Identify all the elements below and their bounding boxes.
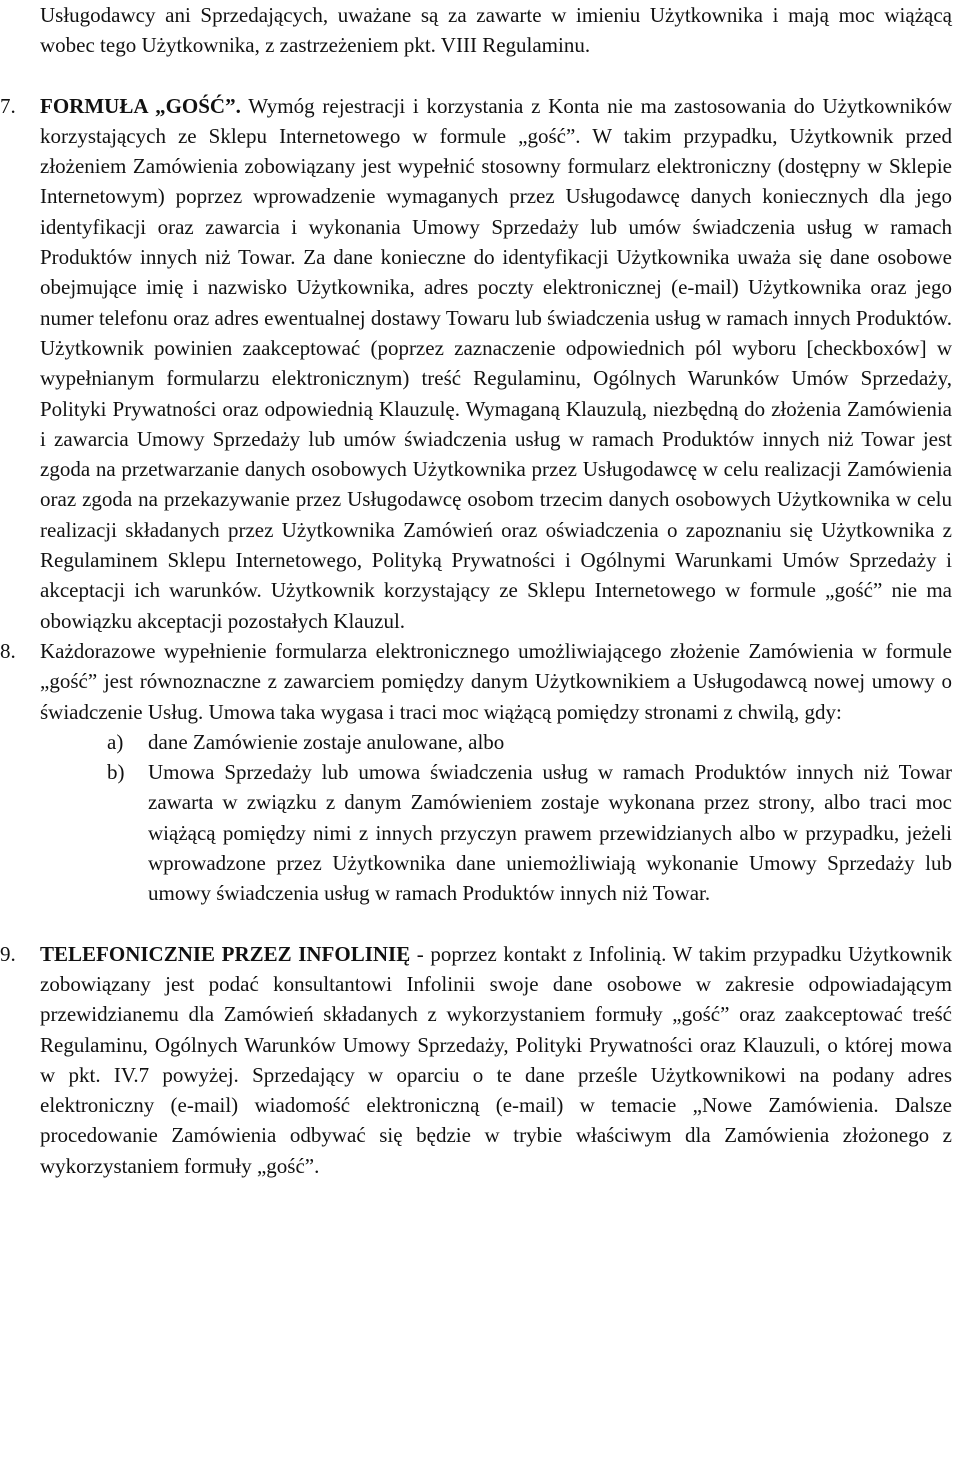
subitem-a bbox=[0, 727, 952, 757]
item-number: 8. bbox=[0, 638, 16, 663]
subitem-b bbox=[0, 757, 952, 908]
item-text: - poprzez kontakt z Infolinią. W takim przypadku Użytkownik zobowiązany jest podać konsultantowi Infolinii swoje dane osobowe w zakresie odpowiadającym przewidzianemu dla Zamówień składanych z wykorzystaniem formuły „gość” oraz zaakceptować treść Regulaminu, Ogólnych Warunków Umowy Sprzedaży, Polityki Prywatności oraz Klauzuli, o której mowa w pkt. IV.7 powyżej. Sprzedający w oparciu o te dane prześle Użytkownikowi na podany adres elektroniczny (e-mail) wiadomość elektroniczną (e-mail) w temacie „Nowe Zamówienia. Dalsze procedowanie Zamówienia odbywać się będzie w trybie właściwym dla Zamówienia złożonego z wykorzystaniem formuły „gość”. bbox=[40, 941, 952, 1178]
subitem-text: dane Zamówienie zostaje anulowane, albo bbox=[148, 729, 505, 754]
spacer bbox=[0, 61, 952, 91]
item-text: Wymóg rejestracji i korzystania z Konta nie ma zastosowania do Użytkowników korzystających ze Sklepu Internetowego w formule „gość”. W takim przypadku, Użytkownik przed złożeniem Zamówienia zobowiązany jest wypełnić stosowny formularz elektroniczny (dostępny w Sklepie Internetowym) poprzez wprowadzenie wymaganych przez Usługodawcę danych koniecznych dla jego identyfikacji oraz zawarcia i wykonania Umowy Sprzedaży lub umów świadczenia usług w ramach Produktów innych niż Towar. Za dane konieczne do identyfikacji Użytkownika uważa się dane osobowe obejmujące imię i nazwisko Użytkownika, adres poczty elektronicznej (e-mail) Użytkownika oraz jego numer telefonu oraz adres ewentualnej dostawy Towaru lub świadczenia usług w ramach innych Produktów. Użytkownik powinien zaakceptować (poprzez zaznaczenie odpowiednich pól wyboru [checkboxów] w wypełnianym formularzu elektronicznym) treść Regulaminu, Ogólnych Warunków Umów Sprzedaży, Polityki Prywatności oraz odpowiednią Klauzulę. Wymaganą Klauzulą, niezbędną do złożenia Zamówienia i zawarcia Umowy Sprzedaży lub umów świadczenia usług w ramach Produktów innych niż Towar jest zgoda na przetwarzanie danych osobowych Użytkownika przez Usługodawcę w celu realizacji Zamówienia oraz zgoda na przekazywanie przez Usługodawcę osobom trzecim danych osobowych Użytkownika w celu realizacji składanych przez Użytkownika Zamówień oraz oświadczenia o zapoznaniu się Użytkownika z Regulaminem Sklepu Internetowego, Polityką Prywatności i Ogólnymi Warunkami Umów Sprzedaży i akceptacji ich warunków. Użytkownik korzystający ze Sklepu Internetowego w formule „gość” nie ma obowiązku akceptacji pozostałych Klauzul. bbox=[40, 93, 953, 633]
item-number: 7. bbox=[0, 93, 16, 118]
item-heading: FORMUŁA „GOŚĆ”. bbox=[40, 93, 241, 118]
item-text: Każdorazowe wypełnienie formularza elektronicznego umożliwiającego złożenie Zamówienia w formule „gość” jest równoznaczne z zawarciem pomiędzy danym Użytkownikiem a Usługodawcą nowej umowy o świadczenie Usług. Umowa taka wygasa i traci moc wiążącą pomiędzy stronami z chwilą, gdy: bbox=[40, 638, 952, 724]
intro-continuation: Usługodawcy ani Sprzedających, uważane są za zawarte w imieniu Użytkownika i mają moc wiążącą wobec tego Użytkownika, z zastrzeżeniem pkt. VIII Regulaminu. bbox=[40, 3, 952, 58]
list-item-8 bbox=[0, 636, 952, 727]
spacer bbox=[0, 909, 952, 939]
subitem-text: Umowa Sprzedaży lub umowa świadczenia usług w ramach Produktów innych niż Towar zawarta w związku z danym Zamówieniem zostaje wykonana przez strony, albo traci moc wiążącą pomiędzy nimi z innych przyczyn prawem przewidzianych albo w przypadku, jeżeli wprowadzone przez Użytkownika dane uniemożliwiają wykonanie Umowy Sprzedaży lub umowy świadczenia usług w ramach Produktów innych niż Towar. bbox=[148, 760, 952, 906]
subitem-letter: a) bbox=[107, 729, 124, 754]
item-number: 9. bbox=[0, 941, 16, 966]
list-item-9 bbox=[0, 939, 952, 1181]
list-item-7 bbox=[0, 91, 952, 636]
item-heading: TELEFONICZNIE PRZEZ INFOLINIĘ bbox=[40, 941, 411, 966]
subitem-letter: b) bbox=[107, 760, 125, 785]
